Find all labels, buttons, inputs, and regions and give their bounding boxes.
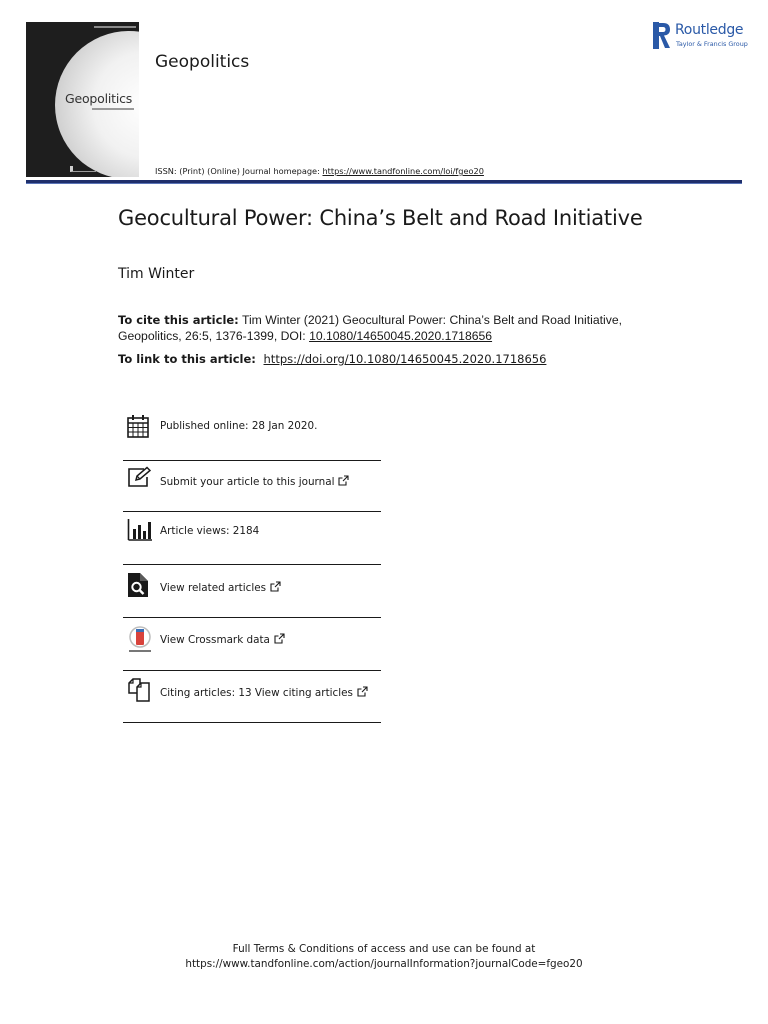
row-divider bbox=[123, 670, 381, 671]
cite-doi-link[interactable]: 10.1080/14650045.2020.1718656 bbox=[309, 329, 493, 343]
calendar-icon bbox=[127, 414, 149, 438]
cover-subtitle-line bbox=[92, 108, 134, 110]
citing-articles-text: Citing articles: 13 View citing articles bbox=[160, 687, 353, 699]
related-articles-label bbox=[160, 581, 281, 594]
terms-line: Full Terms & Conditions of access and use can be found at bbox=[232, 943, 536, 955]
citing-articles-label bbox=[160, 686, 368, 699]
row-divider bbox=[123, 722, 381, 723]
article-views-label: Article views: 2184 bbox=[160, 525, 260, 537]
article-author: Tim Winter bbox=[118, 266, 195, 282]
edit-note-icon bbox=[127, 466, 151, 488]
publisher-logo[interactable] bbox=[653, 22, 749, 50]
row-divider bbox=[123, 617, 381, 618]
link-label: To link to this article: bbox=[118, 352, 256, 366]
cover-title: Geopolitics bbox=[65, 91, 133, 106]
issn-text: ISSN: (Print) (Online) Journal homepage: bbox=[155, 166, 320, 176]
journal-homepage-link[interactable]: https://www.tandfonline.com/loi/fgeo20 bbox=[322, 166, 484, 176]
document-search-icon bbox=[127, 572, 149, 598]
citing-articles-row[interactable] bbox=[123, 676, 381, 728]
issn-line bbox=[155, 166, 484, 176]
external-link-icon bbox=[270, 581, 281, 592]
cite-label: To cite this article: bbox=[118, 313, 239, 327]
article-link-line bbox=[118, 352, 546, 366]
crossmark-icon bbox=[127, 626, 153, 654]
crossmark-label bbox=[160, 633, 285, 646]
publisher-name: Routledge bbox=[675, 22, 744, 38]
cover-top-line bbox=[94, 26, 136, 28]
submit-article-label bbox=[160, 475, 349, 488]
crossmark-text: View Crossmark data bbox=[160, 634, 270, 646]
row-divider bbox=[123, 564, 381, 565]
header-rule-accent bbox=[26, 183, 742, 184]
terms-url-link[interactable]: https://www.tandfonline.com/action/journalInformation?journalCode=fgeo20 bbox=[185, 958, 583, 970]
cover-publisher-logo bbox=[70, 166, 96, 172]
article-doi-link[interactable]: https://doi.org/10.1080/14650045.2020.1718656 bbox=[263, 352, 547, 366]
routledge-r-icon bbox=[653, 22, 671, 49]
copy-documents-icon bbox=[127, 678, 151, 702]
publisher-group: Taylor & Francis Group bbox=[676, 40, 748, 48]
citation-block bbox=[118, 312, 638, 344]
published-online-row bbox=[123, 412, 381, 464]
journal-title: Geopolitics bbox=[155, 52, 250, 72]
row-divider bbox=[123, 460, 381, 461]
article-views-row bbox=[123, 517, 381, 569]
terms-footer bbox=[0, 942, 768, 972]
external-link-icon bbox=[338, 475, 349, 486]
published-online-label: Published online: 28 Jan 2020. bbox=[160, 420, 318, 432]
external-link-icon bbox=[357, 686, 368, 697]
related-articles-text: View related articles bbox=[160, 582, 267, 594]
related-articles-row[interactable] bbox=[123, 570, 381, 622]
bar-chart-icon bbox=[127, 519, 153, 541]
cite-text: Tim Winter (2021) Geocultural Power: China’s Belt and Road Initiative, Geopolitics, 26:5, 1376-1399, DOI: bbox=[118, 313, 622, 343]
article-title: Geocultural Power: China’s Belt and Road Initiative bbox=[118, 206, 643, 230]
submit-article-text: Submit your article to this journal bbox=[160, 476, 335, 488]
journal-cover-image bbox=[26, 22, 139, 177]
external-link-icon bbox=[274, 633, 285, 644]
crossmark-row[interactable] bbox=[123, 623, 381, 675]
row-divider bbox=[123, 511, 381, 512]
